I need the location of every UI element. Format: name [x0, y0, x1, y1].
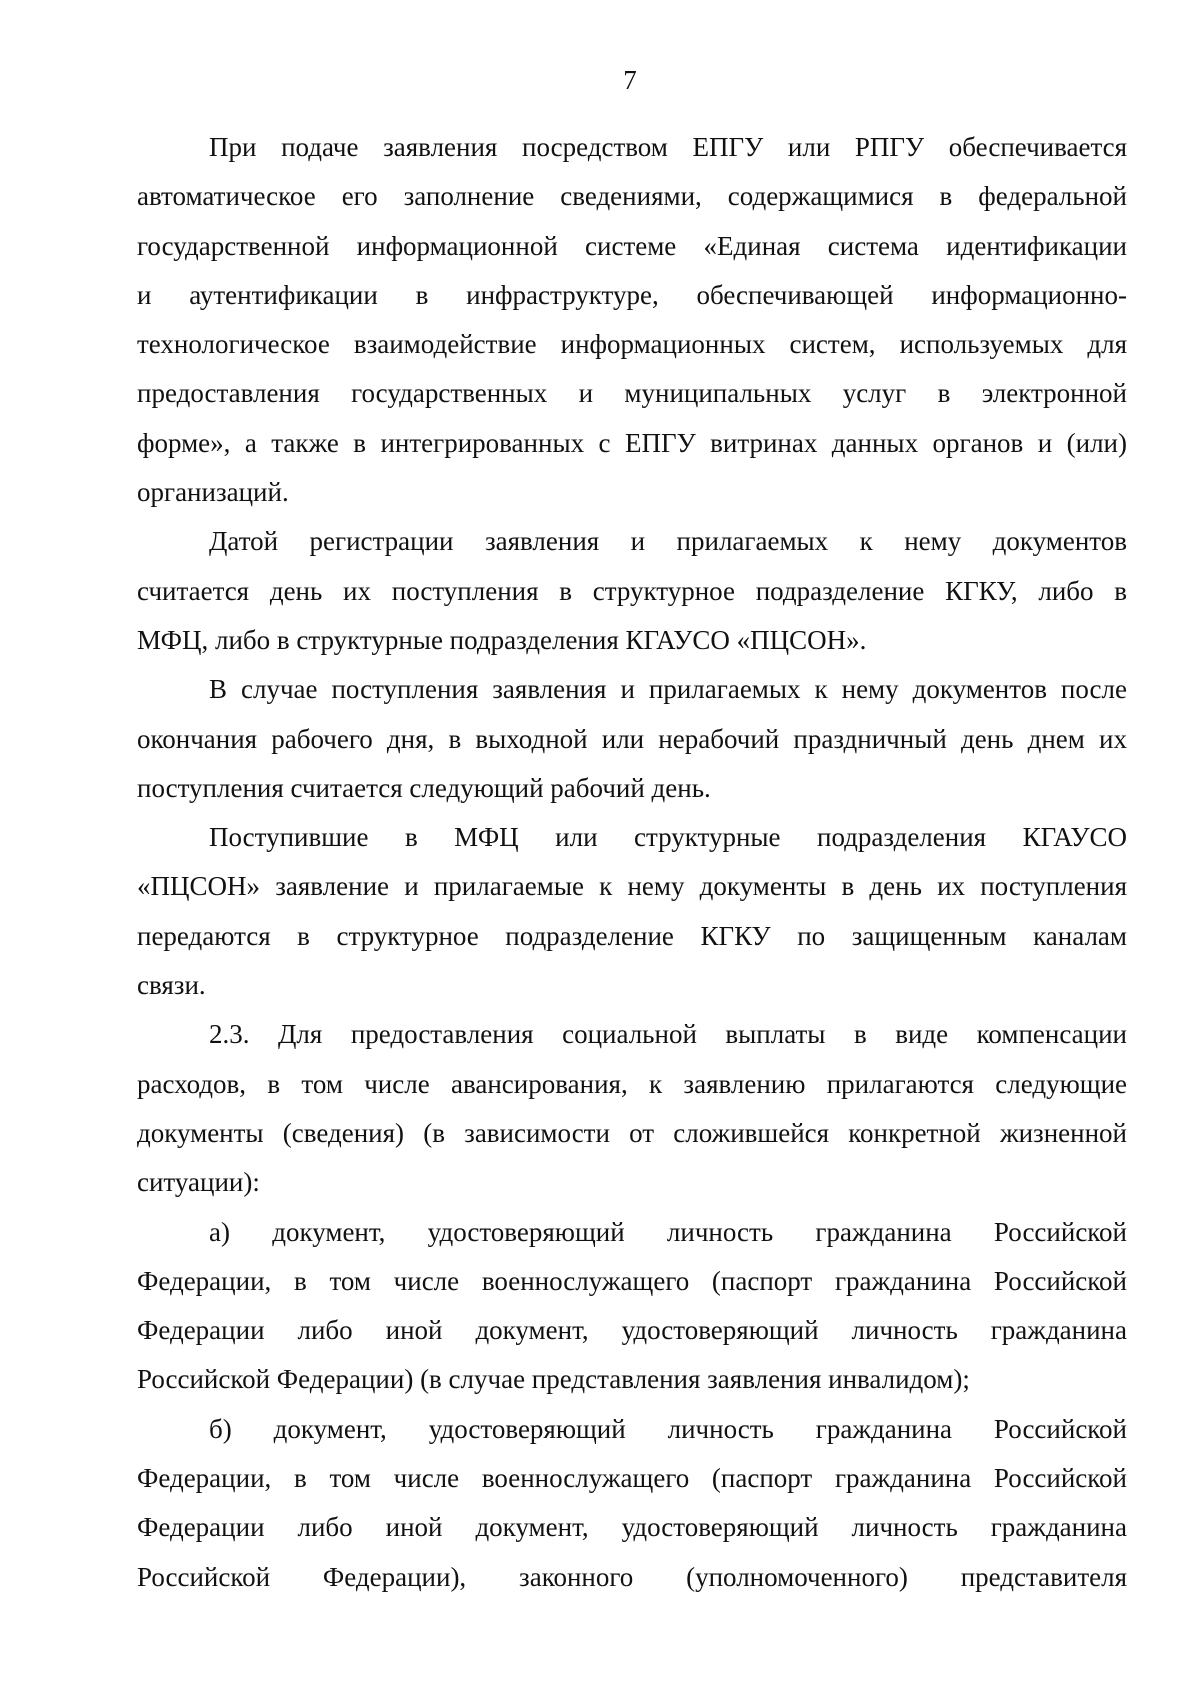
paragraph-section-2-3: [137, 1010, 1127, 1207]
text-line: считается день их поступления в структурное подразделение КГКУ, либо в: [137, 575, 1127, 606]
text-line: ситуации):: [137, 1167, 260, 1198]
text-line: автоматическое его заполнение сведениями, содержащимися в федеральной: [137, 181, 1127, 212]
text-line: организаций.: [137, 477, 289, 508]
paragraph-after-hours: [137, 665, 1127, 813]
text-line: Федерации либо иной документ, удостоверяющий личность гражданина: [137, 1315, 1127, 1346]
text-line: Федерации, в том числе военнослужащего (паспорт гражданина Российской: [137, 1463, 1127, 1494]
text-line: Федерации либо иной документ, удостоверяющий личность гражданина: [137, 1512, 1127, 1543]
text-line: документы (сведения) (в зависимости от сложившейся конкретной жизненной: [137, 1117, 1127, 1148]
text-line: форме», а также в интегрированных с ЕПГУ витринах данных органов и (или): [137, 427, 1127, 458]
text-line: В случае поступления заявления и прилагаемых к нему документов после: [209, 674, 1127, 705]
text-line: «ПЦСОН» заявление и прилагаемые к нему документы в день их поступления: [137, 871, 1127, 902]
text-line: государственной информационной системе «Единая система идентификации: [137, 230, 1127, 261]
text-line: предоставления государственных и муниципальных услуг в электронной: [137, 378, 1127, 409]
text-line: расходов, в том числе авансирования, к заявлению прилагаются следующие: [137, 1068, 1127, 1099]
text-line: Федерации, в том числе военнослужащего (паспорт гражданина Российской: [137, 1265, 1127, 1296]
text-line: Российской Федерации) (в случае представления заявления инвалидом);: [137, 1364, 970, 1395]
list-item-a: [137, 1208, 1127, 1405]
text-line: МФЦ, либо в структурные подразделения КГАУСО «ПЦСОН».: [137, 624, 867, 655]
list-item-b: [137, 1405, 1127, 1602]
page-number: 7: [623, 65, 637, 95]
paragraph-registration-date: [137, 517, 1127, 665]
text-line: окончания рабочего дня, в выходной или нерабочий праздничный день днем их: [137, 723, 1127, 754]
text-line: б) документ, удостоверяющий личность гражданина Российской: [209, 1413, 1127, 1444]
text-line: связи.: [137, 970, 206, 1001]
text-line: поступления считается следующий рабочий день.: [137, 772, 711, 803]
text-line: и аутентификации в инфраструктуре, обеспечивающей информационно-: [137, 279, 1127, 310]
text-line: Датой регистрации заявления и прилагаемых к нему документов: [209, 526, 1127, 557]
text-line: технологическое взаимодействие информационных систем, используемых для: [137, 329, 1127, 360]
text-line: При подаче заявления посредством ЕПГУ или РПГУ обеспечивается: [209, 132, 1127, 162]
paragraph-epgu-autofill: [137, 123, 1127, 517]
text-line: передаются в структурное подразделение КГКУ по защищенным каналам: [137, 920, 1127, 951]
document-body: [137, 123, 1127, 1602]
text-line: Российской Федерации), законного (уполномоченного) представителя: [137, 1561, 1127, 1592]
paragraph-transfer-to-kgku: [137, 813, 1127, 1010]
text-line: а) документ, удостоверяющий личность гражданина Российской: [209, 1216, 1127, 1247]
text-line: Поступившие в МФЦ или структурные подразделения КГАУСО: [209, 822, 1127, 853]
text-line: 2.3. Для предоставления социальной выплаты в виде компенсации: [209, 1019, 1127, 1050]
